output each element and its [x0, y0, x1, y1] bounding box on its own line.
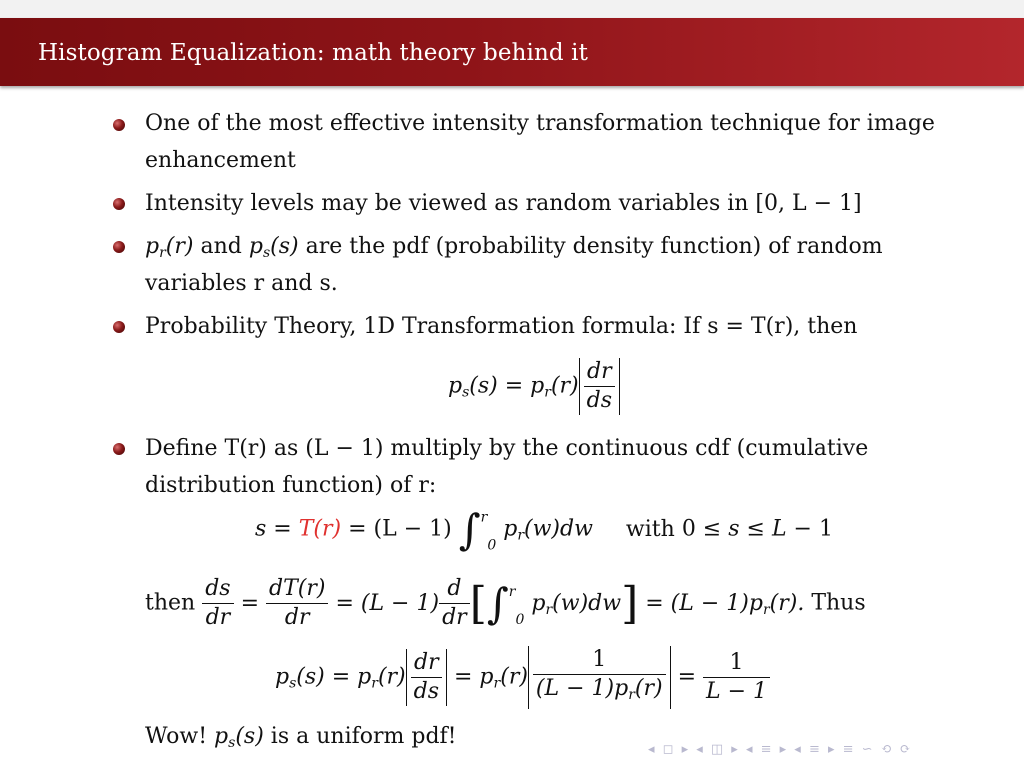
top-strip	[0, 0, 1024, 18]
equation-derivative: then $\frac{ds}{dr}$ = $\frac{dT(r)}{dr}$ = (L − 1) $\frac{d}{dr}$ [∫$^r_0$ $p_r(w)dw] = (L - 1)p_r(r)$. Thus	[145, 576, 866, 630]
equation-with: with	[625, 516, 675, 542]
bullet-4: Probability Theory, 1D Transformation formula: If s = T(r), then	[145, 314, 858, 339]
bullet-1-line1: One of the most effective intensity transformation technique for image	[145, 111, 935, 136]
bullet-icon	[113, 198, 125, 210]
wow-word: Wow!	[145, 724, 208, 749]
slide-title: Histogram Equalization: math theory behind it	[38, 40, 588, 66]
equation-transform: $p_s(s) = p_r(r)$ $\frac{dr}{ds}$	[448, 358, 620, 415]
bullet-3-text: are the pdf (probability density function) of random	[305, 234, 883, 259]
title-bar	[0, 18, 1024, 86]
bullet-2: Intensity levels may be viewed as random variables in [0, L − 1]	[145, 191, 862, 216]
equation-uniform: $p_s(s) = p_r(r)$ $\frac{dr}{ds}$ = $p_r(r)$ $\frac{1}{(L - 1)p_r(r)}$ = $\frac{1}{L - 1}$	[275, 646, 770, 709]
bullet-5-line2: distribution function) of r:	[145, 473, 437, 498]
then-word: then	[145, 590, 196, 616]
bullet-3-line1: $p_r(r)$ and $p_s(s)$ are the pdf (probability density function) of random	[145, 234, 883, 261]
bullet-3-and: and	[200, 234, 242, 259]
beamer-navigation[interactable]: ◂ ◻ ▸ ◂ ◫ ▸ ◂ ≡ ▸ ◂ ≡ ▸ ≡ ∽ ⟲ ⟳	[648, 742, 913, 757]
conclusion-text: is a uniform pdf!	[270, 724, 457, 749]
bullet-3-line2: variables r and s.	[145, 271, 338, 296]
bullet-1-line2: enhancement	[145, 148, 296, 173]
thus-word: Thus	[811, 590, 866, 616]
bullet-icon	[113, 321, 125, 333]
bullet-icon	[113, 119, 125, 131]
bullet-icon	[113, 443, 125, 455]
bullet-icon	[113, 241, 125, 253]
equation-cdf: s = T(r) = (L − 1) ∫$^r_0$ $p_r(w)dw$ with 0 ≤ s ≤ L − 1	[255, 505, 833, 554]
bullet-5-line1: Define T(r) as (L − 1) multiply by the continuous cdf (cumulative	[145, 436, 869, 461]
conclusion-line: Wow! $p_s(s)$ is a uniform pdf!	[145, 724, 457, 751]
